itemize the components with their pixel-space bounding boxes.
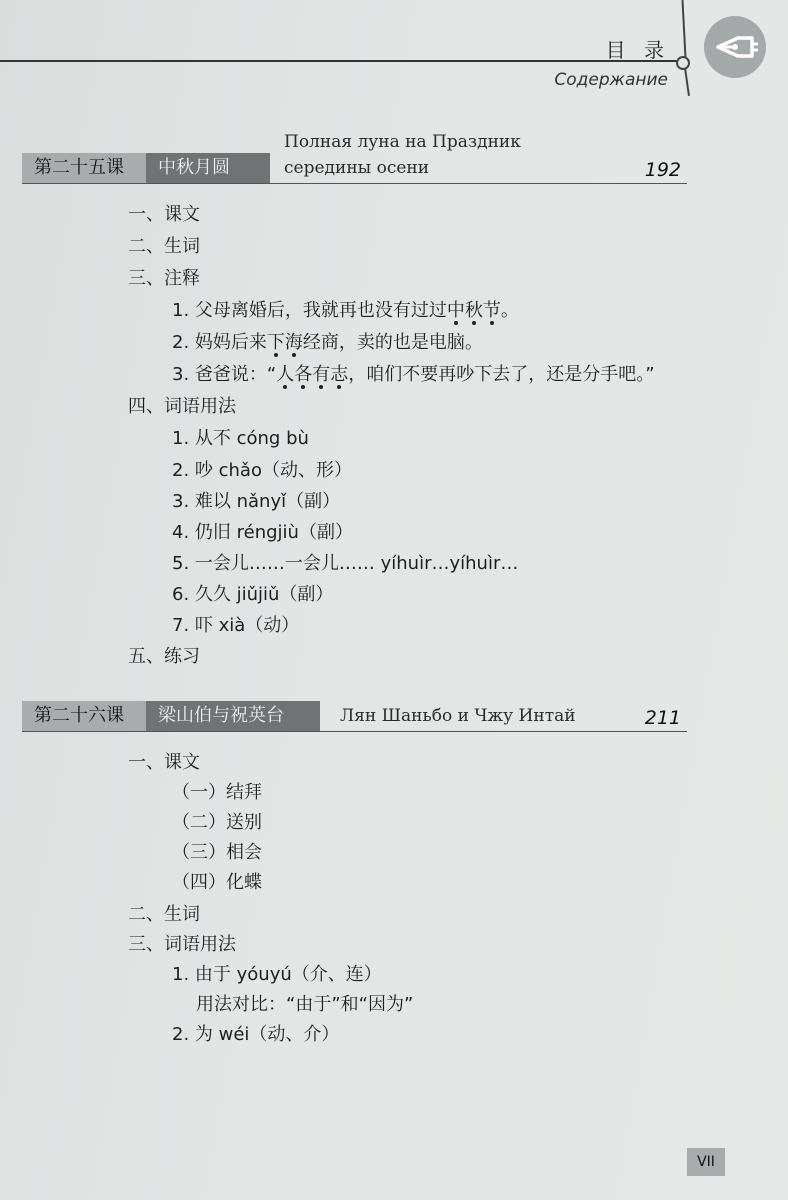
lesson-25-title-ru [284,129,584,181]
emphasis-char: 中 [446,300,465,321]
note-text: 经商，卖的也是电脑。 [302,332,483,353]
l25-usage-item: 4. 仍旧 réngjiù（副） [172,522,353,543]
lesson-25-title-cn: 中秋月圆 [146,153,270,183]
l25-usage-item: 1. 从不 cóng bù [172,428,309,449]
l25-section-notes: 三、注释 [128,268,200,289]
lesson-25-header [22,132,687,183]
l26-text-part: （二）送别 [172,812,262,833]
lesson-25-title-ru-line1: Полная луна на Праздник [284,132,521,152]
l25-note-3 [172,360,655,386]
emphasis-char: 各 [294,364,313,385]
pen-nib-badge [704,16,766,78]
emphasis-char: 有 [312,364,331,385]
l26-section-text: 一、课文 [128,752,200,773]
emphasis-char: 海 [284,332,303,353]
emphasis-char: 秋 [464,300,483,321]
note-text: 。 [500,300,519,321]
l25-usage-item: 7. 吓 xià（动） [172,615,300,636]
l25-section-text: 一、课文 [128,204,200,225]
l26-usage-note: 用法对比：“由于”和“因为” [196,994,414,1015]
l25-note-1 [172,296,519,322]
note-text: 3. 爸爸说：“ [172,364,277,385]
lesson-25-title-ru-line2: середины осени [284,158,430,178]
l26-section-vocab: 二、生词 [128,904,200,925]
l25-section-usage: 四、词语用法 [128,396,236,417]
l25-usage-item: 2. 吵 chǎo（动、形） [172,460,352,481]
lesson-26-title-ru: Лян Шаньбо и Чжу Интай [340,706,576,726]
emphasis-char: 志 [330,364,349,385]
lesson-26-rule [22,731,687,732]
note-text: 1. 父母离婚后，我就再也没有过过 [172,300,447,321]
l26-usage-item: 2. 为 wéi（动、介） [172,1024,340,1045]
header-subtitle: Содержание [554,70,668,90]
header-vertical-rule [681,0,686,58]
lesson-26-number: 第二十六课 [22,701,146,731]
lesson-25-page: 192 [644,159,681,181]
note-text: 2. 妈妈后来 [172,332,267,353]
l26-text-part: （三）相会 [172,842,262,863]
lesson-25-number: 第二十五课 [22,153,146,183]
l25-usage-item: 6. 久久 jiǔjiǔ（副） [172,584,334,605]
emphasis-char: 下 [266,332,285,353]
l26-usage-item: 1. 由于 yóuyú（介、连） [172,964,382,985]
l26-section-usage: 三、词语用法 [128,934,236,955]
emphasis-char: 人 [276,364,295,385]
header-ring-ornament [676,56,690,70]
lesson-26-page: 211 [644,707,681,729]
header-title: 目 录 [605,38,670,62]
l26-text-part: （四）化蝶 [172,872,262,893]
pen-nib-icon [704,16,766,78]
l25-usage-item: 5. 一会儿……一会儿…… yíhuìr…yíhuìr… [172,553,519,574]
l25-usage-item: 3. 难以 nǎnyǐ（副） [172,491,341,512]
page-number: VII [687,1148,725,1176]
lesson-26-header [22,683,687,731]
lesson-25-rule [22,183,687,184]
l25-section-vocab: 二、生词 [128,236,200,257]
note-text: ，咱们不要再吵下去了，还是分手吧。” [348,364,655,385]
lesson-26-title-cn: 梁山伯与祝英台 [146,701,320,731]
header-vertical-rule-lower [684,68,690,96]
l25-section-exercises: 五、练习 [128,646,200,667]
emphasis-char: 节 [482,300,501,321]
l26-text-part: （一）结拜 [172,782,262,803]
l25-note-2 [172,328,483,354]
